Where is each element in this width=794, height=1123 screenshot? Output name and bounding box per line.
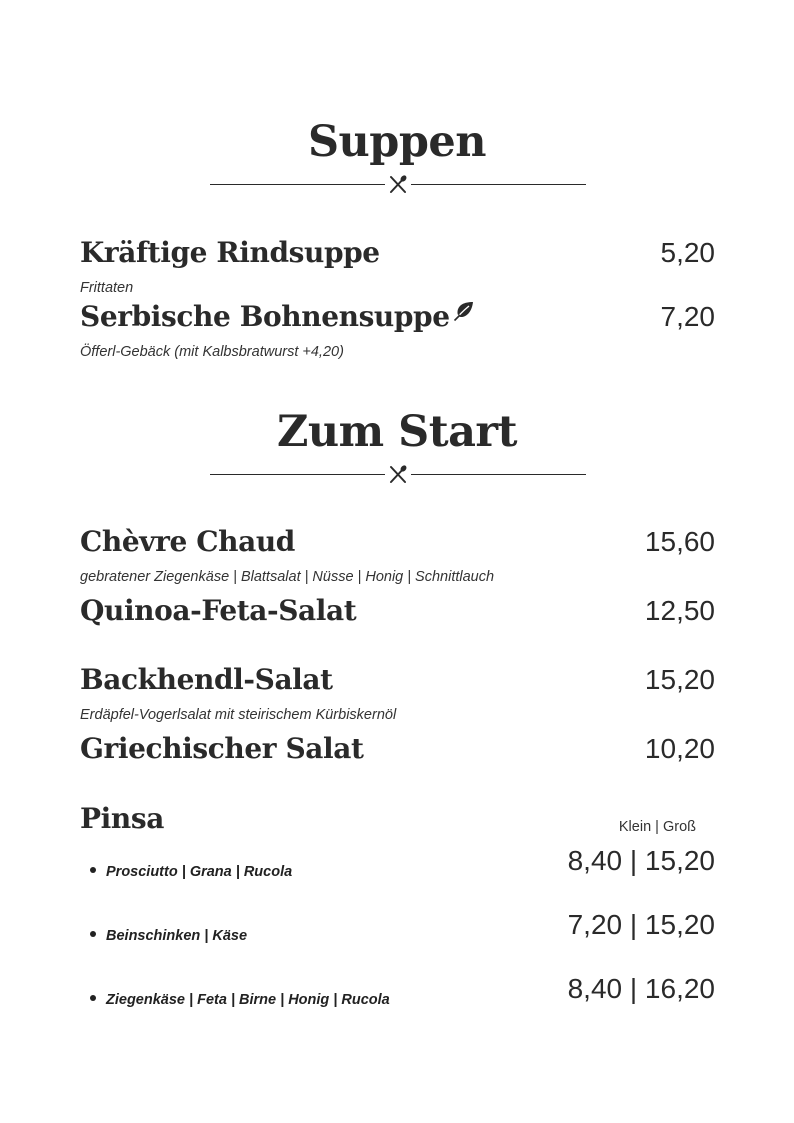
leaf-icon xyxy=(452,299,476,323)
dish-price: 7,20 xyxy=(660,301,715,332)
dish-name: Quinoa-Feta-Salat xyxy=(80,594,357,627)
bullet xyxy=(90,867,96,873)
section-divider xyxy=(210,463,586,487)
dish-price: 12,50 xyxy=(644,595,715,626)
dish-price: 10,20 xyxy=(644,733,715,764)
dish-name-with-icon xyxy=(80,300,476,333)
dish-description: Öfferl-Gebäck (mit Kalbsbratwurst +4,20) xyxy=(80,344,344,360)
dish-price: 15,60 xyxy=(644,526,715,557)
dish-price: 15,20 xyxy=(644,664,715,695)
pinsa-item xyxy=(90,865,292,880)
pinsa-item-name: Beinschinken | Käse xyxy=(106,928,248,944)
pinsa-price: 8,40 | 15,20 xyxy=(567,845,715,876)
pinsa-price: 8,40 | 16,20 xyxy=(567,973,715,1004)
size-label: Klein | Groß xyxy=(618,819,696,835)
pinsa-price: 7,20 | 15,20 xyxy=(567,909,715,940)
section-title-suppen: Suppen xyxy=(307,117,487,167)
cutlery-icon xyxy=(387,463,409,485)
dish-name: Backhendl-Salat xyxy=(80,663,333,696)
pinsa-item-name: Prosciutto | Grana | Rucola xyxy=(106,864,293,880)
bullet xyxy=(90,995,96,1001)
bullet xyxy=(90,931,96,937)
pinsa-item xyxy=(90,993,390,1008)
section-divider xyxy=(210,173,586,197)
dish-name: Griechischer Salat xyxy=(80,732,364,765)
dish-price: 5,20 xyxy=(660,237,715,268)
section-title-zum-start: Zum Start xyxy=(277,407,517,457)
dish-description: Erdäpfel-Vogerlsalat mit steirischem Kürbiskernöl xyxy=(80,707,397,723)
dish-description: gebratener Ziegenkäse | Blattsalat | Nüsse | Honig | Schnittlauch xyxy=(80,569,495,585)
dish-name: Chèvre Chaud xyxy=(80,525,295,558)
pinsa-item-name: Ziegenkäse | Feta | Birne | Honig | Rucola xyxy=(106,992,390,1008)
cutlery-icon xyxy=(387,173,409,195)
dish-name: Serbische Bohnensuppe xyxy=(80,300,450,333)
dish-name: Kräftige Rindsuppe xyxy=(80,236,380,269)
pinsa-item xyxy=(90,929,247,944)
dish-description: Frittaten xyxy=(80,280,134,296)
pinsa-heading: Pinsa xyxy=(80,802,164,835)
